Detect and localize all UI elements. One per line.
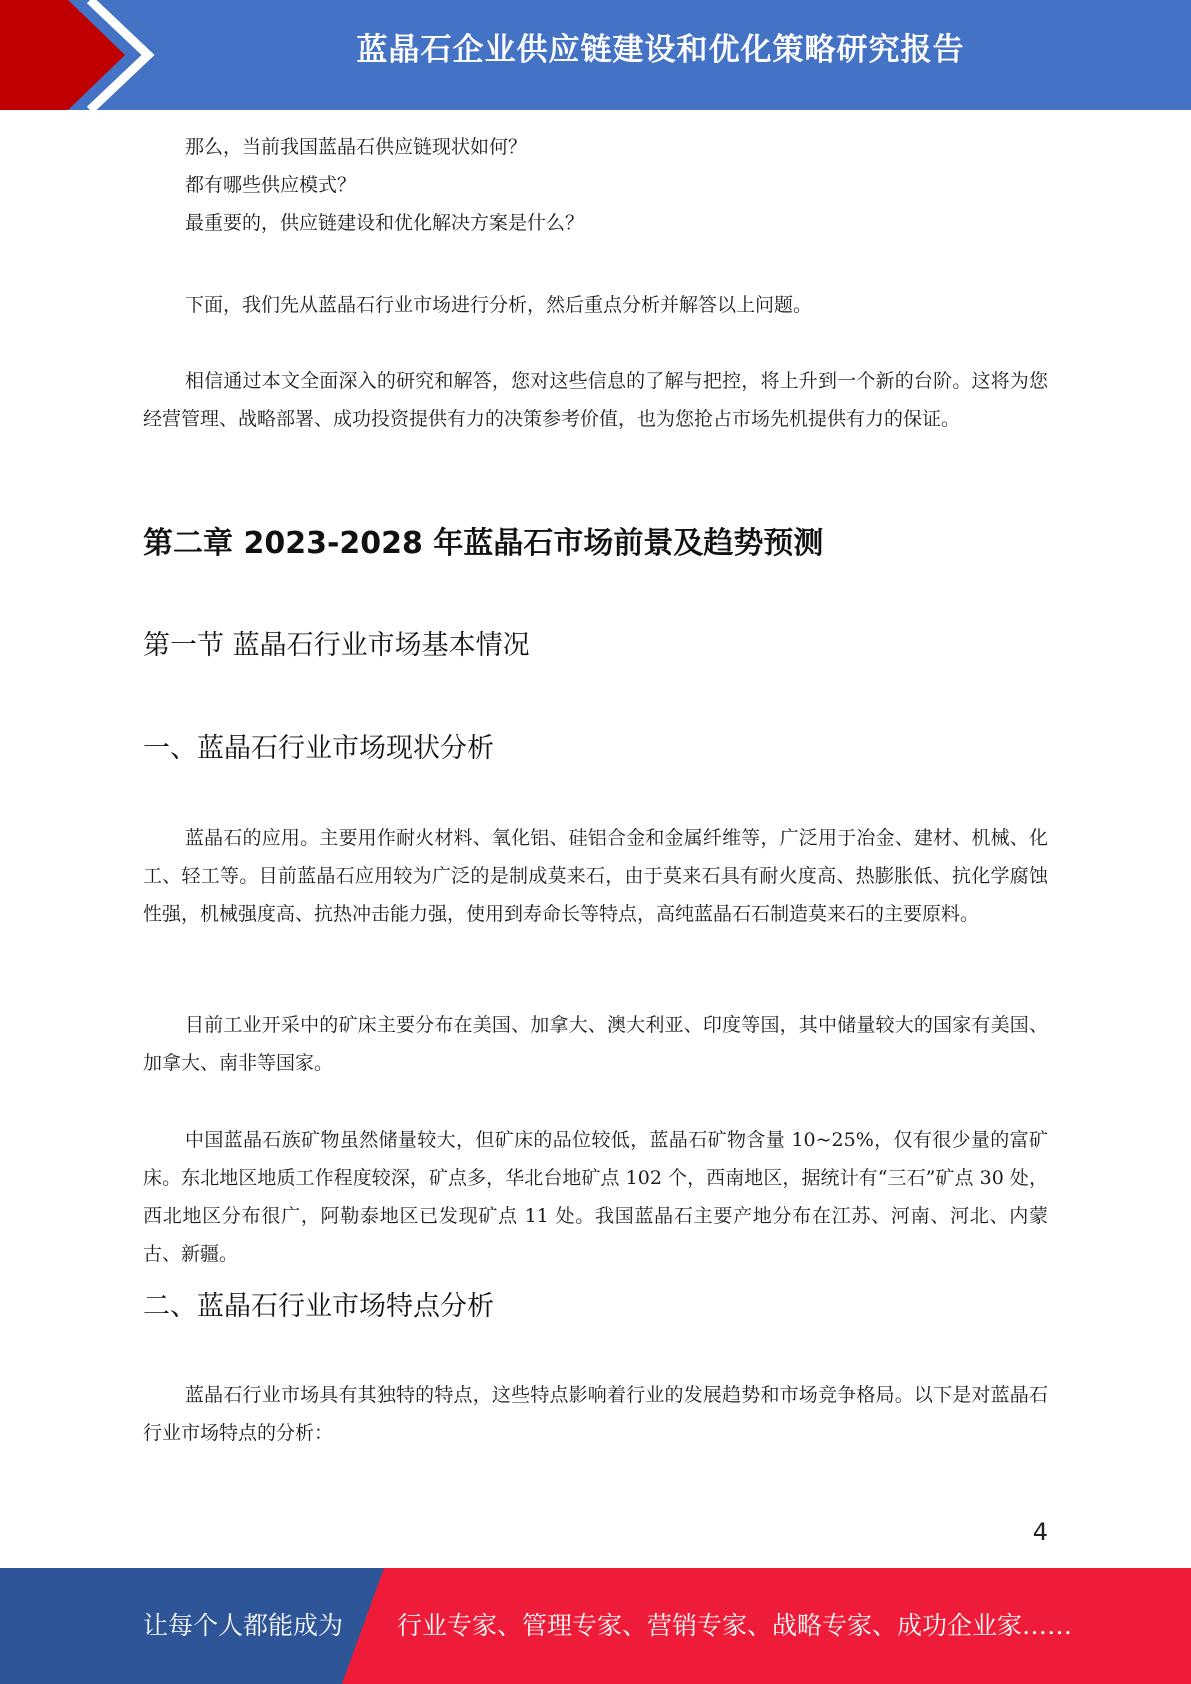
footer-slogan-left: 让每个人都能成为 (143, 1611, 344, 1640)
intro-next-paragraph: 下面，我们先从蓝晶石行业市场进行分析，然后重点分析并解答以上问题。 (185, 294, 813, 316)
intro-belief-paragraph: 相信通过本文全面深入的研究和解答，您对这些信息的了解与把控，将上升到一个新的台阶。这将为您经营管理、战略部署、成功投资提供有力的决策参考价值，也为您抢占市场先机提供有力的保证。 (143, 370, 1048, 430)
intro-belief-paragraph-block (143, 362, 1048, 438)
intro-question-2: 都有哪些供应模式？ (185, 174, 357, 196)
footer-slogan-right: 行业专家、管理专家、营销专家、战略专家、成功企业家…… (397, 1611, 1073, 1640)
chapter-heading: 第二章 2023-2028 年蓝晶石市场前景及趋势预测 (143, 526, 824, 561)
subsection-1-paragraph-2: 目前工业开采中的矿床主要分布在美国、加拿大、澳大利亚、印度等国，其中储量较大的国家有美国、加拿大、南非等国家。 (143, 1014, 1048, 1074)
intro-question-3: 最重要的，供应链建设和优化解决方案是什么？ (185, 212, 585, 234)
subsection-2-paragraph-1: 蓝晶石行业市场具有其独特的特点，这些特点影响着行业的发展趋势和市场竞争格局。以下是对蓝晶石行业市场特点的分析： (143, 1384, 1048, 1444)
subsection-1-paragraph-3: 中国蓝晶石族矿物虽然储量较大，但矿床的品位较低，蓝晶石矿物含量 10~25%，仅有很少量的富矿床。东北地区地质工作程度较深，矿点多，华北台地矿点 102 个，西南地区，据统计有“三石”矿点 30 处，西北地区分布很广，阿勒泰地区已发现矿点 11 处。我国蓝晶石主要产地分布在江苏、河南、河北、内蒙古、新疆。 (143, 1129, 1048, 1265)
page-footer-banner (0, 1568, 1191, 1684)
subsection-heading-1: 一、蓝晶石行业市场现状分析 (143, 733, 494, 764)
subsection-1-paragraph-1-block (143, 819, 1048, 933)
intro-question-1: 那么，当前我国蓝晶石供应链现状如何？ (185, 136, 528, 158)
subsection-1-paragraph-2-block (143, 1006, 1048, 1082)
section-heading: 第一节 蓝晶石行业市场基本情况 (143, 630, 530, 661)
subsection-1-paragraph-3-block (143, 1121, 1048, 1273)
page-header-banner (0, 0, 1191, 110)
header-arrow-decoration (0, 0, 160, 110)
subsection-2-paragraph-1-block (143, 1376, 1048, 1452)
report-title: 蓝晶石企业供应链建设和优化策略研究报告 (356, 32, 965, 68)
intro-next-paragraph-block (143, 286, 1048, 324)
subsection-1-paragraph-1: 蓝晶石的应用。主要用作耐火材料、氧化铝、硅铝合金和金属纤维等，广泛用于冶金、建材、机械、化工、轻工等。目前蓝晶石应用较为广泛的是制成莫来石，由于莫来石具有耐火度高、热膨胀低、抗化学腐蚀性强，机械强度高、抗热冲击能力强，使用到寿命长等特点，高纯蓝晶石石制造莫来石的主要原料。 (143, 827, 1048, 925)
page-number: 4 (1032, 1518, 1048, 1546)
subsection-heading-2: 二、蓝晶石行业市场特点分析 (143, 1291, 494, 1322)
intro-block (143, 128, 1048, 242)
